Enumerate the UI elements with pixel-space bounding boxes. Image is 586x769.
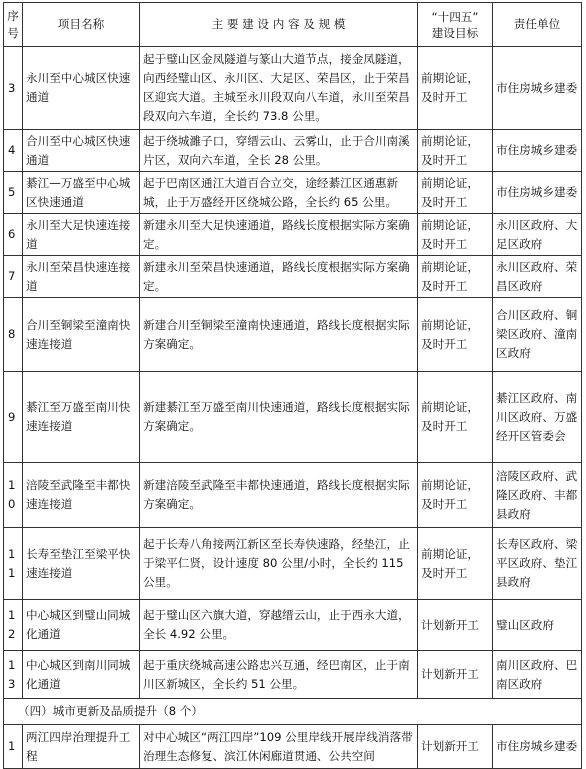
row-content: 起于璧山区金凤隧道与篆山大道节点，接金凤隧道，向西经璧山区、永川区、大足区、荣昌区，止于荣昌区迎宾大道。主城至永川段双向八车道，永川至荣昌段双向六车道，全长约 73.8 公里。 xyxy=(140,47,418,130)
row-name: 涪陵至武隆至丰都快速连接道 xyxy=(23,463,140,528)
row-content: 新建永川至大足快速通道，路线长度根据实际方案确定。 xyxy=(140,214,418,256)
header-unit: 责任单位 xyxy=(493,3,582,47)
row-unit: 南川区政府、巴南区政府 xyxy=(493,651,582,699)
row-target: 前期论证，及时开工 xyxy=(418,214,493,256)
row-no: 4 xyxy=(4,130,23,172)
row-content: 新建合川至铜梁至潼南快速通道，路线长度根据实际方案确定。 xyxy=(140,298,418,372)
row-no: 12 xyxy=(4,600,23,651)
row-no: 10 xyxy=(4,463,23,528)
row-name: 綦江—万盛至中心城区快速通道 xyxy=(23,172,140,214)
row-name: 中心城区到南川同城化通道 xyxy=(23,651,140,699)
table-row xyxy=(4,528,582,600)
row-name: 永川至荣昌快速连接道 xyxy=(23,256,140,298)
project-table xyxy=(3,2,582,769)
table-row xyxy=(4,651,582,699)
table-row xyxy=(4,463,582,528)
row-target: 计划新开工 xyxy=(418,600,493,651)
table-row xyxy=(4,372,582,463)
row-unit: 永川区政府、荣昌区政府 xyxy=(493,256,582,298)
row-no: 7 xyxy=(4,256,23,298)
row-name: 长寿至垫江至梁平快速连接道 xyxy=(23,528,140,600)
row-unit: 合川区政府、铜梁区政府、潼南区政府 xyxy=(493,298,582,372)
row-unit: 璧山区政府 xyxy=(493,600,582,651)
row-target: 计划新开工 xyxy=(418,725,493,769)
table-row xyxy=(4,725,582,769)
row-unit: 永川区政府、大足区政府 xyxy=(493,214,582,256)
row-target: 前期论证，及时开工 xyxy=(418,528,493,600)
row-unit: 涪陵区政府、武隆区政府、丰都县政府 xyxy=(493,463,582,528)
table-row xyxy=(4,214,582,256)
row-target: 前期论证，及时开工 xyxy=(418,130,493,172)
row-unit: 市住房城乡建委 xyxy=(493,172,582,214)
row-no: 1 xyxy=(4,725,23,769)
header-name: 项目名称 xyxy=(23,3,140,47)
row-content: 起于璧山区六旗大道，穿越缙云山，止于西永大道，全长 4.92 公里。 xyxy=(140,600,418,651)
header-seq: 序号 xyxy=(4,3,23,47)
row-target: 前期论证，及时开工 xyxy=(418,372,493,463)
row-content: 新建永川至荣昌快速通道，路线长度根据实际方案确定。 xyxy=(140,256,418,298)
row-no: 3 xyxy=(4,47,23,130)
row-name: 两江四岸治理提升工程 xyxy=(23,725,140,769)
row-name: 綦江至万盛至南川快速连接道 xyxy=(23,372,140,463)
header-target-line1: “十四五” xyxy=(431,9,479,24)
row-target: 前期论证，及时开工 xyxy=(418,256,493,298)
header-content: 主 要 建 设 内 容 及 规 模 xyxy=(140,3,418,47)
row-content: 起于长寿八角接两江新区至长寿快速路，经垫江，止于梁平仁贤，设计速度 80 公里/小时，全长约 115 公里。 xyxy=(140,528,418,600)
table-row xyxy=(4,47,582,130)
row-no: 5 xyxy=(4,172,23,214)
row-name: 合川至铜梁至潼南快速连接道 xyxy=(23,298,140,372)
row-name: 永川至大足快速连接道 xyxy=(23,214,140,256)
row-name: 中心城区到璧山同城化通道 xyxy=(23,600,140,651)
row-unit: 市住房城乡建委 xyxy=(493,725,582,769)
header-target xyxy=(418,3,493,47)
table-row xyxy=(4,256,582,298)
row-unit: 市住房城乡建委 xyxy=(493,47,582,130)
table-row xyxy=(4,600,582,651)
row-name: 永川至中心城区快速通道 xyxy=(23,47,140,130)
row-no: 8 xyxy=(4,298,23,372)
row-content: 新建涪陵至武隆至丰都快速通道，路线长度根据实际方案确定。 xyxy=(140,463,418,528)
row-target: 计划新开工 xyxy=(418,651,493,699)
section-title: （四）城市更新及品质提升（8 个） xyxy=(4,699,582,725)
row-no: 11 xyxy=(4,528,23,600)
row-no: 6 xyxy=(4,214,23,256)
row-content: 起于重庆绕城高速公路忠兴互通，经巴南区，止于南川区新城区，全长约 51 公里。 xyxy=(140,651,418,699)
row-unit: 市住房城乡建委 xyxy=(493,130,582,172)
row-content: 起于巴南区通江大道百合立交，途经綦江区通惠新城，止于万盛经开区绕城公路，全长约 65 公里。 xyxy=(140,172,418,214)
row-name: 合川至中心城区快速通道 xyxy=(23,130,140,172)
row-target: 前期论证，及时开工 xyxy=(418,298,493,372)
row-unit: 长寿区政府、梁平区政府、垫江县政府 xyxy=(493,528,582,600)
row-target: 前期论证，及时开工 xyxy=(418,47,493,130)
row-content: 新建綦江至万盛至南川快速通道，路线长度根据实际方案确定。 xyxy=(140,372,418,463)
row-content: 对中心城区“两江四岸”109 公里岸线开展岸线消落带治理生态修复、滨江休闲廊道贯通、公共空间 xyxy=(140,725,418,769)
table-header-row xyxy=(4,3,582,47)
header-target-line2: 建设目标 xyxy=(431,25,479,40)
row-no: 9 xyxy=(4,372,23,463)
section-row xyxy=(4,699,582,725)
table-row xyxy=(4,130,582,172)
row-unit: 綦江区政府、南川区政府、万盛经开区管委会 xyxy=(493,372,582,463)
row-no: 13 xyxy=(4,651,23,699)
table-row xyxy=(4,172,582,214)
table-row xyxy=(4,298,582,372)
row-content: 起于绕城濉子口，穿缙云山、云雾山，止于合川南溪片区，双向六车道，全长 28 公里。 xyxy=(140,130,418,172)
row-target: 前期论证，及时开工 xyxy=(418,463,493,528)
row-target: 前期论证，及时开工 xyxy=(418,172,493,214)
